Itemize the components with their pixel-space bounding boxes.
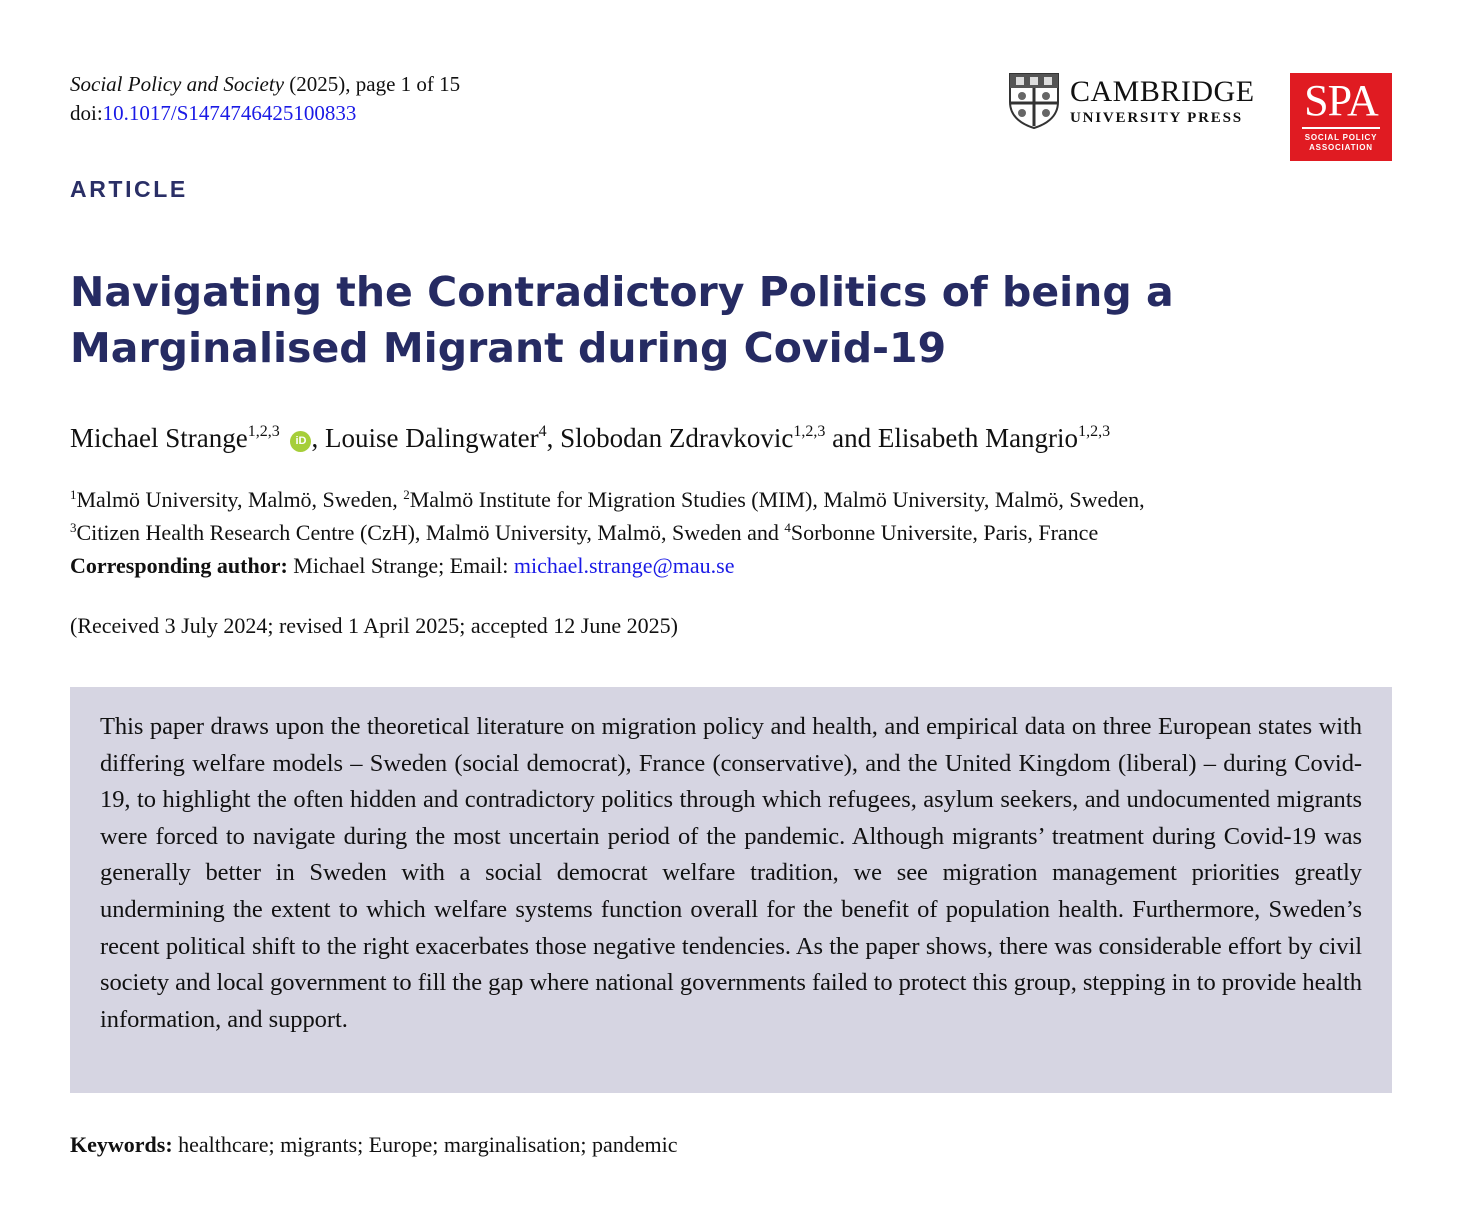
society-mark: SPA xyxy=(1304,76,1378,125)
doi-link[interactable]: 10.1017/S1474746425100833 xyxy=(102,101,357,125)
article-type-label: ARTICLE xyxy=(70,176,188,202)
society-logo xyxy=(1290,73,1392,161)
author-affiliation-sup: 4 xyxy=(538,423,547,440)
journal-citation xyxy=(70,70,460,99)
received-dates: (Received 3 July 2024; revised 1 April 2025; accepted 12 June 2025) xyxy=(70,613,678,638)
affiliation-line xyxy=(70,483,1400,516)
title-line-2: Marginalised Migrant during Covid-19 xyxy=(70,324,947,372)
author-affiliation-sup: 1,2,3 xyxy=(1078,423,1111,440)
author-affiliation-sup: 1,2,3 xyxy=(793,423,826,440)
keywords xyxy=(70,1130,677,1160)
abstract-text: This paper draws upon the theoretical literature on migration policy and health, and empirical data on three European states with differing welfare models – Sweden (social democrat), France (conservative), and the United Kingdom (liberal) – during Covid-19, to highlight the often hidden and contradictory politics through which refugees, asylum seekers, and undocumented migrants were forced to navigate during the most uncertain period of the pandemic. Although migrants’ treatment during Covid-19 was generally better in Sweden with a social democrat welfare tradition, we see migration management priorities greatly undermining the extent to which welfare systems function overall for the benefit of population health. Furthermore, Sweden’s recent political shift to the right exacerbates those negative tendencies. As the paper shows, there was considerable effort by civil society and local government to fill the gap where national governments failed to protect this group, stepping in to provide health information, and support. xyxy=(100,713,1362,1033)
author-list: Michael Strange$^{1,2,3}$ iD , Louise Dalingwater$^4$, Slobodan Zdravkovic$^{1,2,3}$ and Elisabeth Mangrio$^{1,2,3}$ xyxy=(70,423,1111,453)
author-separator: and xyxy=(832,423,872,453)
society-rule xyxy=(1302,127,1380,129)
affiliation-text: Citizen Health Research Centre (CzH), Malmö University, Malmö, Sweden and xyxy=(76,520,785,545)
affiliation-sup: 4 xyxy=(784,520,791,535)
author-name: Slobodan Zdravkovic xyxy=(560,423,794,453)
title-line-1: Navigating the Contradictory Politics of being a xyxy=(70,268,1174,316)
cambridge-crest-icon xyxy=(1008,72,1060,130)
author-affiliation-sup: 1,2,3 xyxy=(247,423,280,440)
affiliation-text: Sorbonne Universite, Paris, France xyxy=(790,520,1099,545)
affiliations xyxy=(70,483,1400,582)
affiliation-sup: 2 xyxy=(403,487,410,502)
affiliation-sup: 1 xyxy=(70,487,77,502)
publisher-name: CAMBRIDGE xyxy=(1070,74,1255,108)
doi-prefix: doi: xyxy=(70,101,103,125)
corresponding-label: Corresponding author: xyxy=(70,553,288,578)
keywords-label: Keywords: xyxy=(70,1132,173,1157)
page-title xyxy=(70,264,1370,376)
publisher-sub: UNIVERSITY PRESS xyxy=(1070,109,1243,126)
orcid-icon[interactable]: iD xyxy=(290,431,311,452)
issue-info: (2025), page 1 of 15 xyxy=(289,72,461,96)
affiliation-line xyxy=(70,516,1400,549)
journal-header xyxy=(70,70,460,128)
corresponding-text: Michael Strange; Email: xyxy=(287,553,514,578)
affiliation-text: Malmö University, Malmö, Sweden, xyxy=(76,487,404,512)
email-link[interactable]: michael.strange@mau.se xyxy=(513,553,735,578)
publisher-logo xyxy=(1008,72,1255,130)
author-name: Elisabeth Mangrio xyxy=(877,423,1079,453)
doi-line xyxy=(70,99,460,128)
affiliation-sup: 3 xyxy=(70,520,77,535)
abstract-box xyxy=(70,687,1392,1093)
cambridge-logo xyxy=(1008,72,1255,130)
affiliation-text: Malmö Institute for Migration Studies (MIM), Malmö University, Malmö, Sweden, xyxy=(409,487,1145,512)
author-name: Louise Dalingwater xyxy=(324,423,539,453)
journal-name: Social Policy and Society xyxy=(70,72,285,96)
society-line1: SOCIAL POLICY xyxy=(1304,133,1378,142)
author-name: Michael Strange xyxy=(70,423,248,453)
corresponding-author xyxy=(70,549,1400,582)
keywords-text: healthcare; migrants; Europe; marginalisation; pandemic xyxy=(172,1132,678,1157)
society-line2: ASSOCIATION xyxy=(1309,143,1373,152)
